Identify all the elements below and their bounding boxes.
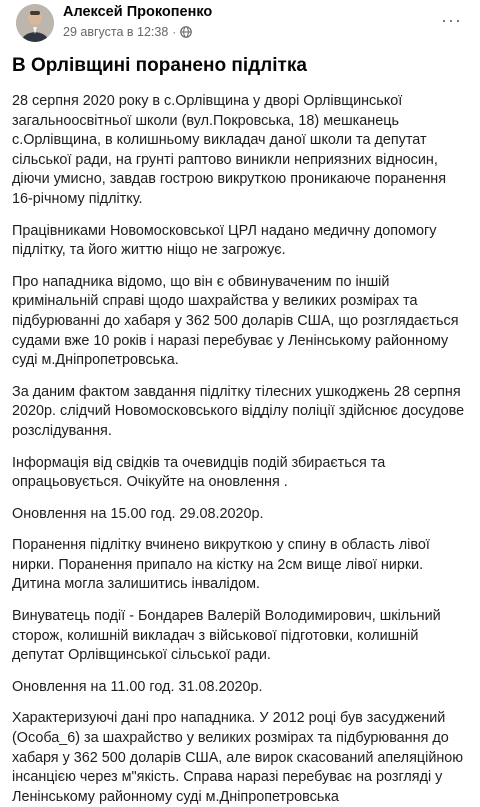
post-meta [63, 25, 192, 39]
post-paragraph: Винуватець події - Бондарев Валерій Володимирович, шкільний сторож, колишній викладач з військової підготовки, колишній депутат Орлівщинської сільської ради. [12, 608, 441, 664]
avatar-photo-icon [16, 4, 54, 42]
meta-separator: · [172, 25, 177, 39]
post-paragraph: Оновлення на 15.00 год. 29.08.2020р. [12, 505, 264, 522]
post-paragraph: Оновлення на 11.00 год. 31.08.2020р. [12, 678, 263, 695]
more-options-icon[interactable]: ··· [441, 10, 462, 30]
post-paragraph: Працівниками Новомосковської ЦРЛ надано медичну допомогу підлітку, та його життю ніщо не загрожує. [12, 222, 437, 259]
author-name[interactable]: Алексей Прокопенко [63, 4, 213, 20]
globe-icon[interactable] [180, 26, 192, 38]
post-timestamp[interactable]: 29 августа в 12:38 [63, 25, 169, 39]
post-paragraph: Про нападника відомо, що він є обвинуваченим по іншій кримінальній справі щодо шахрайства у великих розмірах та підбурюванні до хабаря у 362 500 доларів США, що розглядається судами вже 10 років і наразі перебуває у Ленінському районному суді м.Дніпропетровська. [12, 273, 459, 369]
post-paragraph: Інформація від свідків та очевидців подій збирається та опрацьовується. Очікуйте на оновлення . [12, 454, 386, 491]
post-paragraph: Характеризуючі дані про нападника. У 2012 році був засуджений (Особа_6) за шахрайство у великих розмірах та підбурювання до хабаря у 362 500 доларів США, але вирок скасований апеляційною інсанцією через м"якість. Справа наразі перебуває на розгляді у Ленінському районному суді м.Дніпропетровська [12, 710, 464, 805]
post-header [8, 0, 472, 48]
post-paragraph: Поранення підлітку вчинено викруткою у спину в область лівої нирки. Поранення припало на кістку на 2см вище лівої нирки. Дитина могла залишитись інвалідом. [12, 537, 430, 593]
post-title: В Орлівщині поранено підлітка [12, 55, 307, 76]
post-paragraph: За даним фактом завдання підлітку тілесних ушкоджень 28 серпня 2020р. слідчий Новомосковського відділу поліції здійснює досудове розслідування. [12, 383, 465, 439]
post-paragraph: 28 серпня 2020 року в с.Орлівщина у дворі Орлівщинської загальноосвітньої школи (вул.Покровська, 18) мешканець с.Орлівщина, в колишньому викладач даної школи та депутат сільської ради, на грунті раптово виникли неприязних відносин, діючи умисно, завдав гострою викруткою проникаюче поранення 16-річному підлітку. [12, 93, 447, 207]
author-avatar[interactable] [16, 4, 54, 42]
post-body [8, 92, 472, 807]
